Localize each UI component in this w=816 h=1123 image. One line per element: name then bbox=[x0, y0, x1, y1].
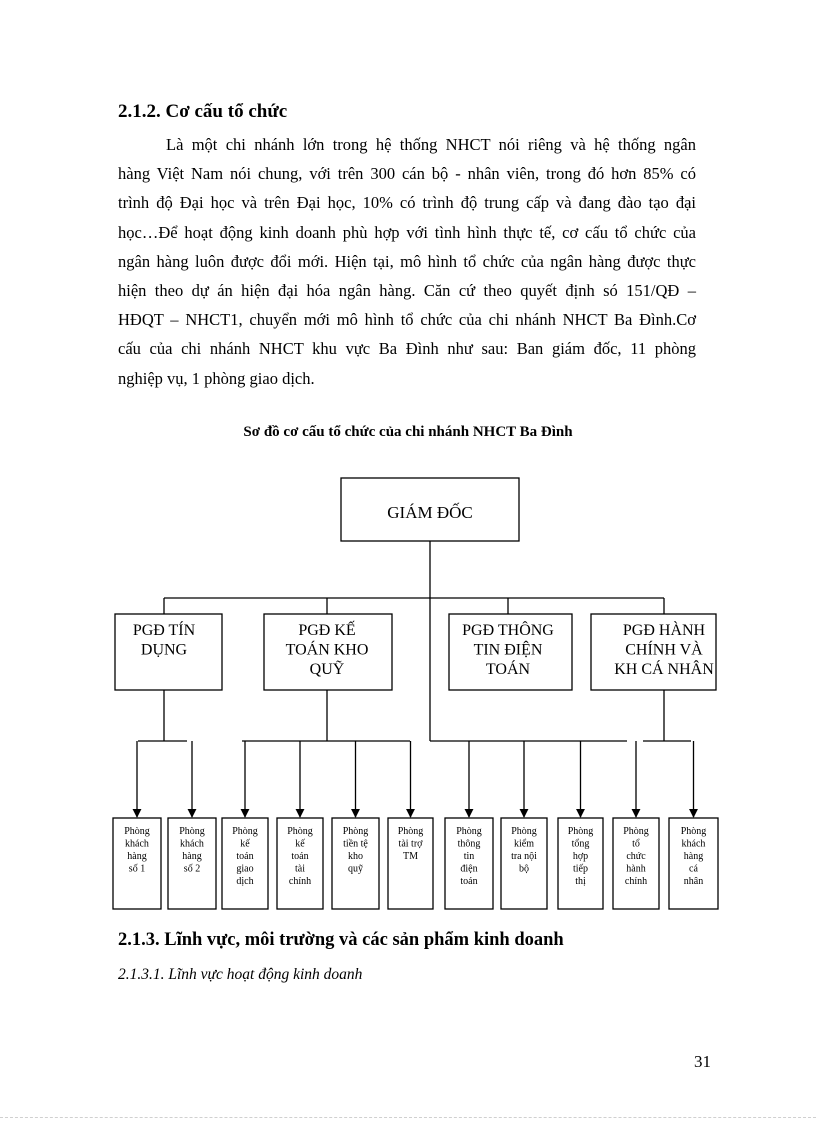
paragraph-line: HĐQT – NHCT1, chuyển mới mô hình tổ chức của chi nhánh NHCT Ba Đình.Cơ bbox=[118, 310, 696, 330]
department-label: tài trợ bbox=[398, 838, 423, 850]
paragraph-line: Là một chi nhánh lớn trong hệ thống NHCT nói riêng và hệ thống ngân bbox=[166, 135, 696, 154]
deputy-label: TOÁN bbox=[485, 661, 531, 678]
department-label: số 1 bbox=[128, 863, 146, 875]
department-label: Phòng bbox=[397, 826, 424, 837]
deputy-label: KH CÁ NHÂN bbox=[614, 661, 714, 678]
department-label: Phòng bbox=[287, 826, 313, 837]
department-label: chức bbox=[626, 851, 646, 862]
paragraph-line: học…Để hoạt động kinh doanh phù hợp với tình hình thực tế, cơ cấu tổ chức của bbox=[118, 222, 696, 242]
department-label: khách bbox=[125, 838, 149, 850]
department-label: tài bbox=[295, 863, 305, 875]
department-label: chính bbox=[288, 876, 312, 887]
page-number: 31 bbox=[694, 1052, 711, 1071]
department-label: chính bbox=[624, 876, 648, 887]
department-label: toán bbox=[460, 876, 478, 887]
department-label: tiền tệ bbox=[343, 838, 368, 850]
deputy-label: PGĐ TÍN bbox=[132, 622, 196, 639]
department-label: Phòng bbox=[680, 826, 707, 837]
department-label: điện bbox=[460, 863, 478, 875]
section-heading-2-1-3: 2.1.3. Lĩnh vực, môi trường và các sản phẩm kinh doanh bbox=[118, 930, 564, 950]
department-label: giao bbox=[236, 863, 254, 875]
department-label: toán bbox=[291, 851, 309, 862]
department-label: khách bbox=[681, 838, 706, 850]
paragraph-line: ngân hàng luôn được đổi mới. Hiện tại, mô hình tổ chức của ngân hàng được thực bbox=[118, 251, 696, 271]
paragraph-line: nghiệp vụ, 1 phòng giao dịch. bbox=[118, 368, 315, 388]
department-label: Phòng bbox=[511, 826, 537, 837]
department-label: Phòng bbox=[232, 826, 258, 837]
department-label: toán bbox=[236, 851, 254, 862]
department-label: Phòng bbox=[567, 826, 594, 837]
department-label: cá bbox=[689, 863, 698, 875]
department-label: tổ bbox=[632, 838, 640, 850]
department-label: kiểm bbox=[514, 838, 534, 850]
paragraph-line: trình độ Đại học và trên Đại học, 10% có trình độ trung cấp và đang đào tạo đại bbox=[118, 193, 696, 213]
department-label: bộ bbox=[519, 863, 529, 875]
department-label: kế bbox=[295, 838, 305, 850]
deputy-label: PGĐ KẾ bbox=[298, 622, 356, 639]
department-label: thông bbox=[457, 838, 481, 850]
department-label: Phòng bbox=[456, 826, 482, 837]
department-label: hợp bbox=[572, 851, 589, 862]
department-label: hàng bbox=[182, 851, 202, 862]
deputy-label: PGĐ THÔNG bbox=[462, 622, 554, 639]
subsection-heading-2-1-3-1: 2.1.3.1. Lĩnh vực hoạt động kinh doanh bbox=[118, 966, 363, 983]
department-label: hàng bbox=[127, 851, 147, 862]
deputy-label: TIN ĐIỆN bbox=[473, 641, 543, 659]
department-label: quỹ bbox=[348, 863, 363, 875]
department-label: kế bbox=[240, 838, 250, 850]
director-label: GIÁM ĐỐC bbox=[387, 503, 473, 522]
paragraph-line: hiện theo dự án hiện đại hóa ngân hàng. Căn cứ theo quyết định só 151/QĐ – bbox=[118, 281, 696, 301]
department-label: hành bbox=[626, 863, 646, 875]
deputy-label: DỤNG bbox=[140, 641, 188, 659]
department-label: Phòng bbox=[623, 826, 649, 837]
paragraph-line: cấu của chi nhánh NHCT khu vực Ba Đình như sau: Ban giám đốc, 11 phòng bbox=[118, 339, 696, 359]
department-label: tin bbox=[463, 851, 475, 862]
department-label: số 2 bbox=[183, 863, 201, 875]
department-label: kho bbox=[348, 851, 363, 862]
department-label: hàng bbox=[683, 851, 704, 862]
department-label: Phòng bbox=[179, 826, 205, 837]
department-label: tra nội bbox=[511, 851, 537, 862]
department-label: tổng bbox=[571, 838, 590, 850]
department-label: TM bbox=[403, 851, 418, 862]
department-label: khách bbox=[180, 838, 204, 850]
department-label: Phòng bbox=[342, 826, 369, 837]
deputy-label: TOÁN KHO bbox=[285, 641, 369, 659]
department-label: thị bbox=[575, 876, 586, 887]
deputy-label: PGĐ HÀNH bbox=[622, 622, 706, 639]
department-label: nhân bbox=[683, 876, 704, 887]
page-bottom-border bbox=[0, 1117, 816, 1118]
diagram-caption: Sơ đồ cơ cấu tổ chức của chi nhánh NHCT Ba Đình bbox=[243, 424, 573, 440]
deputy-label: QUỸ bbox=[309, 661, 345, 678]
section-heading-2-1-2: 2.1.2. Cơ cấu tổ chức bbox=[118, 101, 288, 122]
paragraph-line: hàng Việt Nam nói chung, với trên 300 cán bộ - nhân viên, trong đó hơn 85% có bbox=[118, 164, 696, 184]
department-label: tiếp bbox=[573, 863, 588, 875]
department-label: Phòng bbox=[124, 826, 150, 837]
department-label: dịch bbox=[236, 876, 254, 887]
deputy-label: CHÍNH VÀ bbox=[625, 641, 703, 659]
